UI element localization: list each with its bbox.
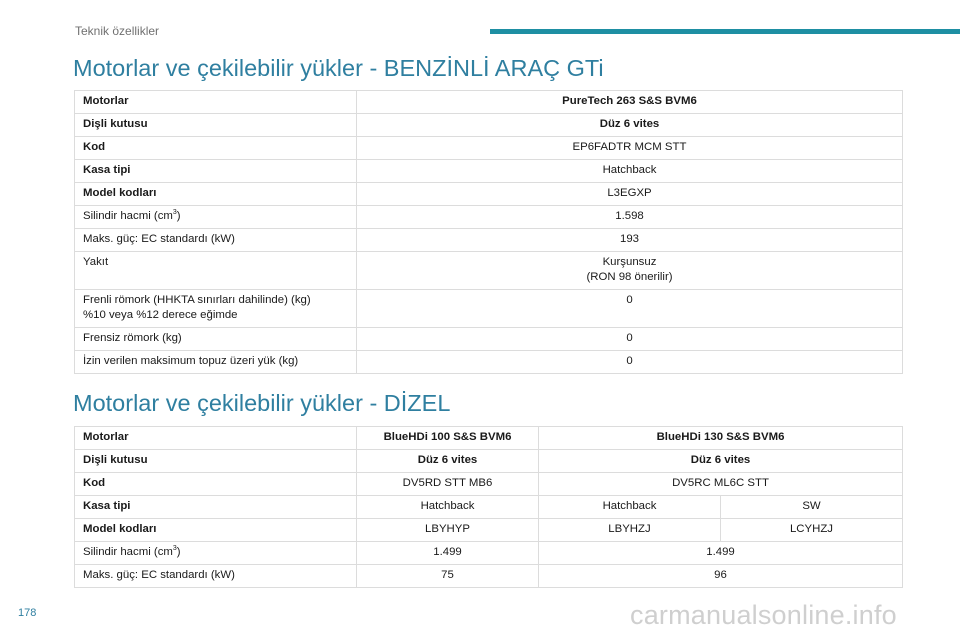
table-row bbox=[75, 496, 903, 519]
row-label: Model kodları bbox=[75, 183, 357, 206]
row-value: 193 bbox=[357, 229, 903, 252]
row-label: Silindir hacmi $(cm^3)$ bbox=[75, 542, 357, 565]
row-value: EP6FADTR MCM STT bbox=[357, 137, 903, 160]
row-label: Maks. güç: EC standardı (kW) bbox=[75, 565, 357, 588]
table-row bbox=[75, 183, 903, 206]
row-label: Kasa tipi bbox=[75, 496, 357, 519]
body-2b-value: SW bbox=[721, 496, 903, 519]
table-row bbox=[75, 519, 903, 542]
table-row bbox=[75, 450, 903, 473]
row-label: Motorlar bbox=[75, 427, 357, 450]
table-row bbox=[75, 427, 903, 450]
engine-1-value: BlueHDi 100 S&S BVM6 bbox=[357, 427, 539, 450]
diesel-spec-table bbox=[74, 426, 903, 588]
table-row bbox=[75, 206, 903, 229]
table-row bbox=[75, 114, 903, 137]
gasoline-spec-table bbox=[74, 90, 903, 374]
row-label: Model kodları bbox=[75, 519, 357, 542]
table-row bbox=[75, 473, 903, 496]
engine-2-value: BlueHDi 130 S&S BVM6 bbox=[539, 427, 903, 450]
row-label: Kod bbox=[75, 473, 357, 496]
power-1-value: 75 bbox=[357, 565, 539, 588]
gearbox-1-value: Düz 6 vites bbox=[357, 450, 539, 473]
code-2-value: DV5RC ML6C STT bbox=[539, 473, 903, 496]
row-label: Motorlar bbox=[75, 91, 357, 114]
table-row bbox=[75, 252, 903, 290]
displacement-1-value: 1.499 bbox=[357, 542, 539, 565]
page-number: 178 bbox=[18, 607, 37, 619]
row-label: Yakıt bbox=[75, 252, 357, 290]
code-1-value: DV5RD STT MB6 bbox=[357, 473, 539, 496]
diesel-section-title: Motorlar ve çekilebilir yükler - DİZEL bbox=[73, 390, 451, 416]
section-label: Teknik özellikler bbox=[75, 24, 160, 38]
row-label: Kasa tipi bbox=[75, 160, 357, 183]
row-label: Dişli kutusu bbox=[75, 450, 357, 473]
row-label: İzin verilen maksimum topuz üzeri yük (kg) bbox=[75, 351, 357, 374]
model-2a-value: LBYHZJ bbox=[539, 519, 721, 542]
row-label: Maks. güç: EC standardı (kW) bbox=[75, 229, 357, 252]
model-2b-value: LCYHZJ bbox=[721, 519, 903, 542]
row-label: Silindir hacmi $(cm^3)$ bbox=[75, 206, 357, 229]
gearbox-2-value: Düz 6 vites bbox=[539, 450, 903, 473]
row-value: 0 bbox=[357, 351, 903, 374]
displacement-2-value: 1.499 bbox=[539, 542, 903, 565]
table-row bbox=[75, 290, 903, 328]
row-value: Hatchback bbox=[357, 160, 903, 183]
row-value: Düz 6 vites bbox=[357, 114, 903, 137]
table-row bbox=[75, 229, 903, 252]
table-row bbox=[75, 160, 903, 183]
row-value: 0 bbox=[357, 328, 903, 351]
row-value: 0 bbox=[357, 290, 903, 328]
row-value: Kurşunsuz (RON 98 önerilir) bbox=[357, 252, 903, 290]
watermark: carmanualsonline.info bbox=[630, 600, 897, 630]
row-value: 1.598 bbox=[357, 206, 903, 229]
row-value: L3EGXP bbox=[357, 183, 903, 206]
table-row bbox=[75, 542, 903, 565]
row-label: Kod bbox=[75, 137, 357, 160]
table-row bbox=[75, 91, 903, 114]
table-row bbox=[75, 351, 903, 374]
table-row bbox=[75, 328, 903, 351]
header-accent-bar bbox=[490, 29, 960, 34]
row-value: PureTech 263 S&S BVM6 bbox=[357, 91, 903, 114]
table-row bbox=[75, 137, 903, 160]
gasoline-section-title: Motorlar ve çekilebilir yükler - BENZİNLİ ARAÇ GTi bbox=[73, 55, 604, 81]
row-label: Dişli kutusu bbox=[75, 114, 357, 137]
table-row bbox=[75, 565, 903, 588]
power-2-value: 96 bbox=[539, 565, 903, 588]
row-label: Frenli römork (HHKTA sınırları dahilinde) (kg) %10 veya %12 derece eğimde bbox=[75, 290, 357, 328]
row-label: Frensiz römork (kg) bbox=[75, 328, 357, 351]
model-1-value: LBYHYP bbox=[357, 519, 539, 542]
body-2a-value: Hatchback bbox=[539, 496, 721, 519]
body-1-value: Hatchback bbox=[357, 496, 539, 519]
